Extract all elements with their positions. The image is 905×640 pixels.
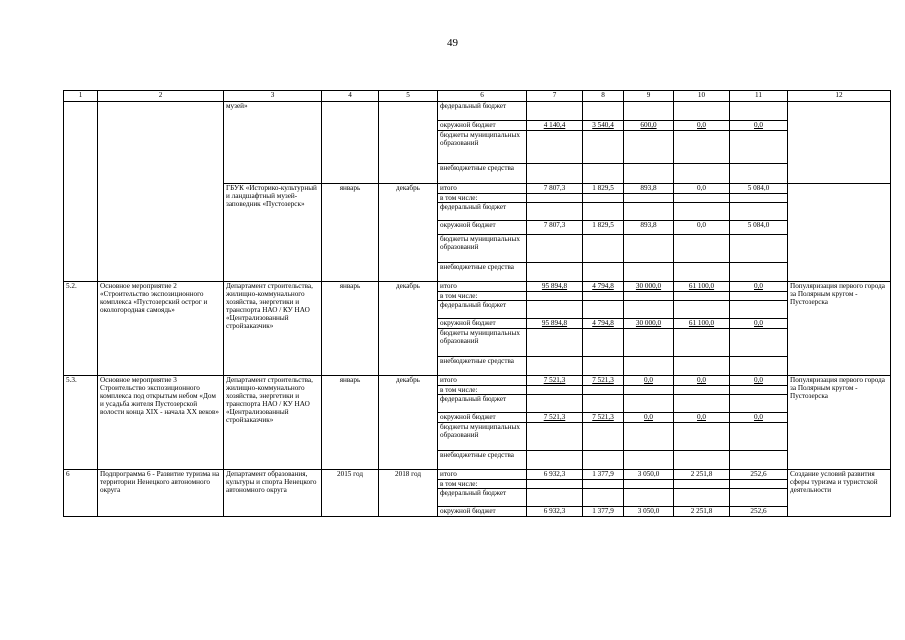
cell-value	[583, 423, 624, 451]
cell-value	[624, 131, 674, 164]
cell-num	[64, 102, 98, 282]
cell-value: 252,6	[730, 470, 788, 480]
cell-source: федеральный бюджет	[438, 301, 527, 319]
cell-executor: Департамент образования, культуры и спорта Ненецкого автономного округа	[224, 470, 322, 517]
cell-result	[788, 184, 891, 282]
cell-value: 600,0	[624, 121, 674, 131]
cell-value	[527, 329, 583, 357]
cell-value	[527, 386, 583, 395]
cell-start: 2015 год	[322, 470, 379, 517]
cell-value: 2 251,8	[674, 470, 730, 480]
cell-value	[583, 357, 624, 376]
cell-executor: Департамент строительства, жилищно-коммунального хозяйства, энергетики и транспорта НАО / КУ НАО «Централизованный стройзаказчик»	[224, 282, 322, 376]
cell-value: 7 521,3	[583, 376, 624, 386]
cell-result: Популяризация первого города за Полярным кругом - Пустозерска	[788, 282, 891, 376]
cell-name: Основное мероприятие 2 «Строительство экспозиционного комплекса «Пустозерский острог и окологородная самоядь»	[98, 282, 224, 376]
cell-value: 0,0	[624, 413, 674, 423]
cell-value: 1 829,5	[583, 184, 624, 194]
cell-value	[527, 131, 583, 164]
cell-value: 7 807,3	[527, 184, 583, 194]
cell-source: окружной бюджет	[438, 413, 527, 423]
table-row	[64, 376, 891, 386]
cell-source: окружной бюджет	[438, 507, 527, 517]
cell-value	[674, 423, 730, 451]
cell-result	[788, 102, 891, 184]
cell-value: 0,0	[674, 413, 730, 423]
cell-value	[583, 301, 624, 319]
cell-value: 2 251,8	[674, 507, 730, 517]
cell-start: январь	[322, 282, 379, 376]
cell-value	[583, 194, 624, 203]
cell-value	[624, 235, 674, 263]
cell-value: 7 521,3	[527, 376, 583, 386]
cell-value	[674, 451, 730, 470]
cell-value	[583, 292, 624, 301]
cell-source: бюджеты муниципальных образований	[438, 235, 527, 263]
cell-value: 893,8	[624, 184, 674, 194]
cell-value: 0,0	[674, 121, 730, 131]
cell-end: декабрь	[379, 282, 438, 376]
cell-value: 30 000,0	[624, 319, 674, 329]
cell-value	[583, 235, 624, 263]
cell-value	[674, 194, 730, 203]
cell-value	[624, 203, 674, 221]
cell-value: 0,0	[730, 376, 788, 386]
cell-value	[624, 164, 674, 184]
cell-value	[674, 102, 730, 121]
cell-value: 0,0	[730, 282, 788, 292]
cell-source: окружной бюджет	[438, 319, 527, 329]
cell-value	[674, 480, 730, 489]
cell-value	[583, 203, 624, 221]
program-table	[63, 90, 891, 517]
cell-value	[730, 164, 788, 184]
cell-source: итого	[438, 282, 527, 292]
cell-value: 0,0	[674, 221, 730, 235]
cell-source: в том числе:	[438, 194, 527, 203]
cell-value	[527, 395, 583, 413]
cell-value: 4 794,8	[583, 282, 624, 292]
cell-source: итого	[438, 470, 527, 480]
cell-value	[624, 102, 674, 121]
cell-value	[583, 131, 624, 164]
cell-value	[730, 235, 788, 263]
cell-value	[730, 131, 788, 164]
cell-value	[527, 194, 583, 203]
col-header-12: 12	[788, 91, 891, 102]
cell-value: 61 100,0	[674, 319, 730, 329]
cell-value: 3 050,0	[624, 507, 674, 517]
cell-end: декабрь	[379, 184, 438, 282]
cell-value: 0,0	[674, 184, 730, 194]
col-header-11: 11	[730, 91, 788, 102]
cell-value	[730, 395, 788, 413]
cell-source: окружной бюджет	[438, 121, 527, 131]
cell-value	[674, 386, 730, 395]
cell-value	[527, 489, 583, 507]
cell-value	[527, 451, 583, 470]
cell-value: 252,6	[730, 507, 788, 517]
cell-value	[527, 480, 583, 489]
cell-value	[674, 357, 730, 376]
cell-value: 30 000,0	[624, 282, 674, 292]
cell-value: 7 521,3	[583, 413, 624, 423]
cell-value: 893,8	[624, 221, 674, 235]
col-header-1: 1	[64, 91, 98, 102]
cell-num: 5.3.	[64, 376, 98, 470]
cell-value	[583, 329, 624, 357]
cell-value	[527, 164, 583, 184]
cell-source: внебюджетные средства	[438, 263, 527, 282]
cell-value	[674, 489, 730, 507]
cell-name	[98, 102, 224, 282]
cell-start: январь	[322, 376, 379, 470]
cell-value	[583, 489, 624, 507]
header-row	[64, 91, 891, 102]
cell-value	[730, 329, 788, 357]
cell-num: 5.2.	[64, 282, 98, 376]
col-header-4: 4	[322, 91, 379, 102]
cell-source: внебюджетные средства	[438, 164, 527, 184]
col-header-9: 9	[624, 91, 674, 102]
cell-value	[527, 301, 583, 319]
cell-value: 4 140,4	[527, 121, 583, 131]
cell-source: бюджеты муниципальных образований	[438, 423, 527, 451]
table-row	[64, 282, 891, 292]
cell-end: декабрь	[379, 376, 438, 470]
cell-value: 61 100,0	[674, 282, 730, 292]
cell-num: 6	[64, 470, 98, 517]
cell-source: в том числе:	[438, 386, 527, 395]
cell-start	[322, 102, 379, 184]
cell-value	[730, 292, 788, 301]
cell-value: 0,0	[624, 376, 674, 386]
cell-value	[674, 329, 730, 357]
cell-end	[379, 102, 438, 184]
cell-value	[624, 489, 674, 507]
cell-source: итого	[438, 376, 527, 386]
cell-value	[583, 102, 624, 121]
cell-value	[730, 301, 788, 319]
cell-value	[730, 357, 788, 376]
cell-source: окружной бюджет	[438, 221, 527, 235]
cell-value	[624, 451, 674, 470]
cell-value	[730, 489, 788, 507]
cell-value: 6 932,3	[527, 507, 583, 517]
cell-executor: ГБУК «Историко-культурный и ландшафтный музей-заповедник «Пустозерск»	[224, 184, 322, 282]
cell-source: в том числе:	[438, 292, 527, 301]
cell-value	[527, 263, 583, 282]
cell-value: 1 377,9	[583, 470, 624, 480]
cell-value	[624, 292, 674, 301]
cell-value: 7 807,3	[527, 221, 583, 235]
cell-value: 6 932,3	[527, 470, 583, 480]
cell-source: бюджеты муниципальных образований	[438, 329, 527, 357]
cell-source: федеральный бюджет	[438, 203, 527, 221]
cell-value	[527, 423, 583, 451]
cell-value	[674, 131, 730, 164]
cell-value: 0,0	[730, 319, 788, 329]
col-header-8: 8	[583, 91, 624, 102]
cell-value: 0,0	[730, 413, 788, 423]
cell-value	[583, 480, 624, 489]
cell-value	[624, 301, 674, 319]
cell-value	[730, 423, 788, 451]
cell-source: итого	[438, 184, 527, 194]
cell-value	[730, 386, 788, 395]
cell-value	[624, 386, 674, 395]
cell-value	[730, 480, 788, 489]
cell-source: в том числе:	[438, 480, 527, 489]
cell-executor: музей»	[224, 102, 322, 184]
cell-value	[674, 301, 730, 319]
page-number: 49	[447, 37, 458, 49]
cell-value	[674, 395, 730, 413]
col-header-7: 7	[527, 91, 583, 102]
cell-result: Создание условий развития сферы туризма и туристской деятельности	[788, 470, 891, 517]
cell-source: федеральный бюджет	[438, 102, 527, 121]
cell-value: 5 084,0	[730, 221, 788, 235]
table-row	[64, 102, 891, 121]
cell-value	[674, 292, 730, 301]
cell-value	[624, 194, 674, 203]
cell-value	[527, 235, 583, 263]
col-header-2: 2	[98, 91, 224, 102]
cell-source: федеральный бюджет	[438, 489, 527, 507]
cell-source: внебюджетные средства	[438, 451, 527, 470]
cell-value	[674, 203, 730, 221]
cell-value	[527, 292, 583, 301]
cell-value: 95 894,8	[527, 319, 583, 329]
cell-value	[674, 235, 730, 263]
cell-name: Основное мероприятие 3 Строительство экспозиционного комплекса под открытым небом «Дом и усадьба жителя Пустозерской волости конца XIX - начала XX веков»	[98, 376, 224, 470]
cell-value	[730, 102, 788, 121]
cell-value	[583, 451, 624, 470]
cell-start: январь	[322, 184, 379, 282]
cell-value: 5 084,0	[730, 184, 788, 194]
cell-value	[624, 423, 674, 451]
cell-value: 0,0	[730, 121, 788, 131]
cell-value	[527, 357, 583, 376]
cell-name: Подпрограмма 6 - Развитие туризма на территории Ненецкого автономного округа	[98, 470, 224, 517]
table-row	[64, 470, 891, 480]
cell-value: 1 377,9	[583, 507, 624, 517]
cell-value	[583, 164, 624, 184]
cell-value	[583, 395, 624, 413]
cell-value	[583, 263, 624, 282]
col-header-10: 10	[674, 91, 730, 102]
cell-value: 4 794,8	[583, 319, 624, 329]
col-header-3: 3	[224, 91, 322, 102]
cell-value	[674, 263, 730, 282]
cell-source: федеральный бюджет	[438, 395, 527, 413]
cell-value: 3 540,4	[583, 121, 624, 131]
cell-value: 3 050,0	[624, 470, 674, 480]
cell-value	[624, 480, 674, 489]
cell-value	[730, 194, 788, 203]
cell-executor: Департамент строительства, жилищно-коммунального хозяйства, энергетики и транспорта НАО / КУ НАО «Централизованный стройзаказчик»	[224, 376, 322, 470]
cell-value	[624, 357, 674, 376]
cell-source: внебюджетные средства	[438, 357, 527, 376]
cell-source: бюджеты муниципальных образований	[438, 131, 527, 164]
cell-end: 2018 год	[379, 470, 438, 517]
cell-value: 0,0	[674, 376, 730, 386]
cell-value: 7 521,3	[527, 413, 583, 423]
cell-value	[527, 102, 583, 121]
cell-value: 95 894,8	[527, 282, 583, 292]
cell-value	[674, 164, 730, 184]
cell-value	[527, 203, 583, 221]
cell-value	[624, 395, 674, 413]
cell-value	[730, 263, 788, 282]
cell-value	[624, 263, 674, 282]
cell-value	[624, 329, 674, 357]
cell-value	[583, 386, 624, 395]
cell-value	[730, 451, 788, 470]
col-header-5: 5	[379, 91, 438, 102]
cell-result: Популяризация первого города за Полярным кругом - Пустозерска	[788, 376, 891, 470]
cell-value: 1 829,5	[583, 221, 624, 235]
cell-value	[730, 203, 788, 221]
col-header-6: 6	[438, 91, 527, 102]
